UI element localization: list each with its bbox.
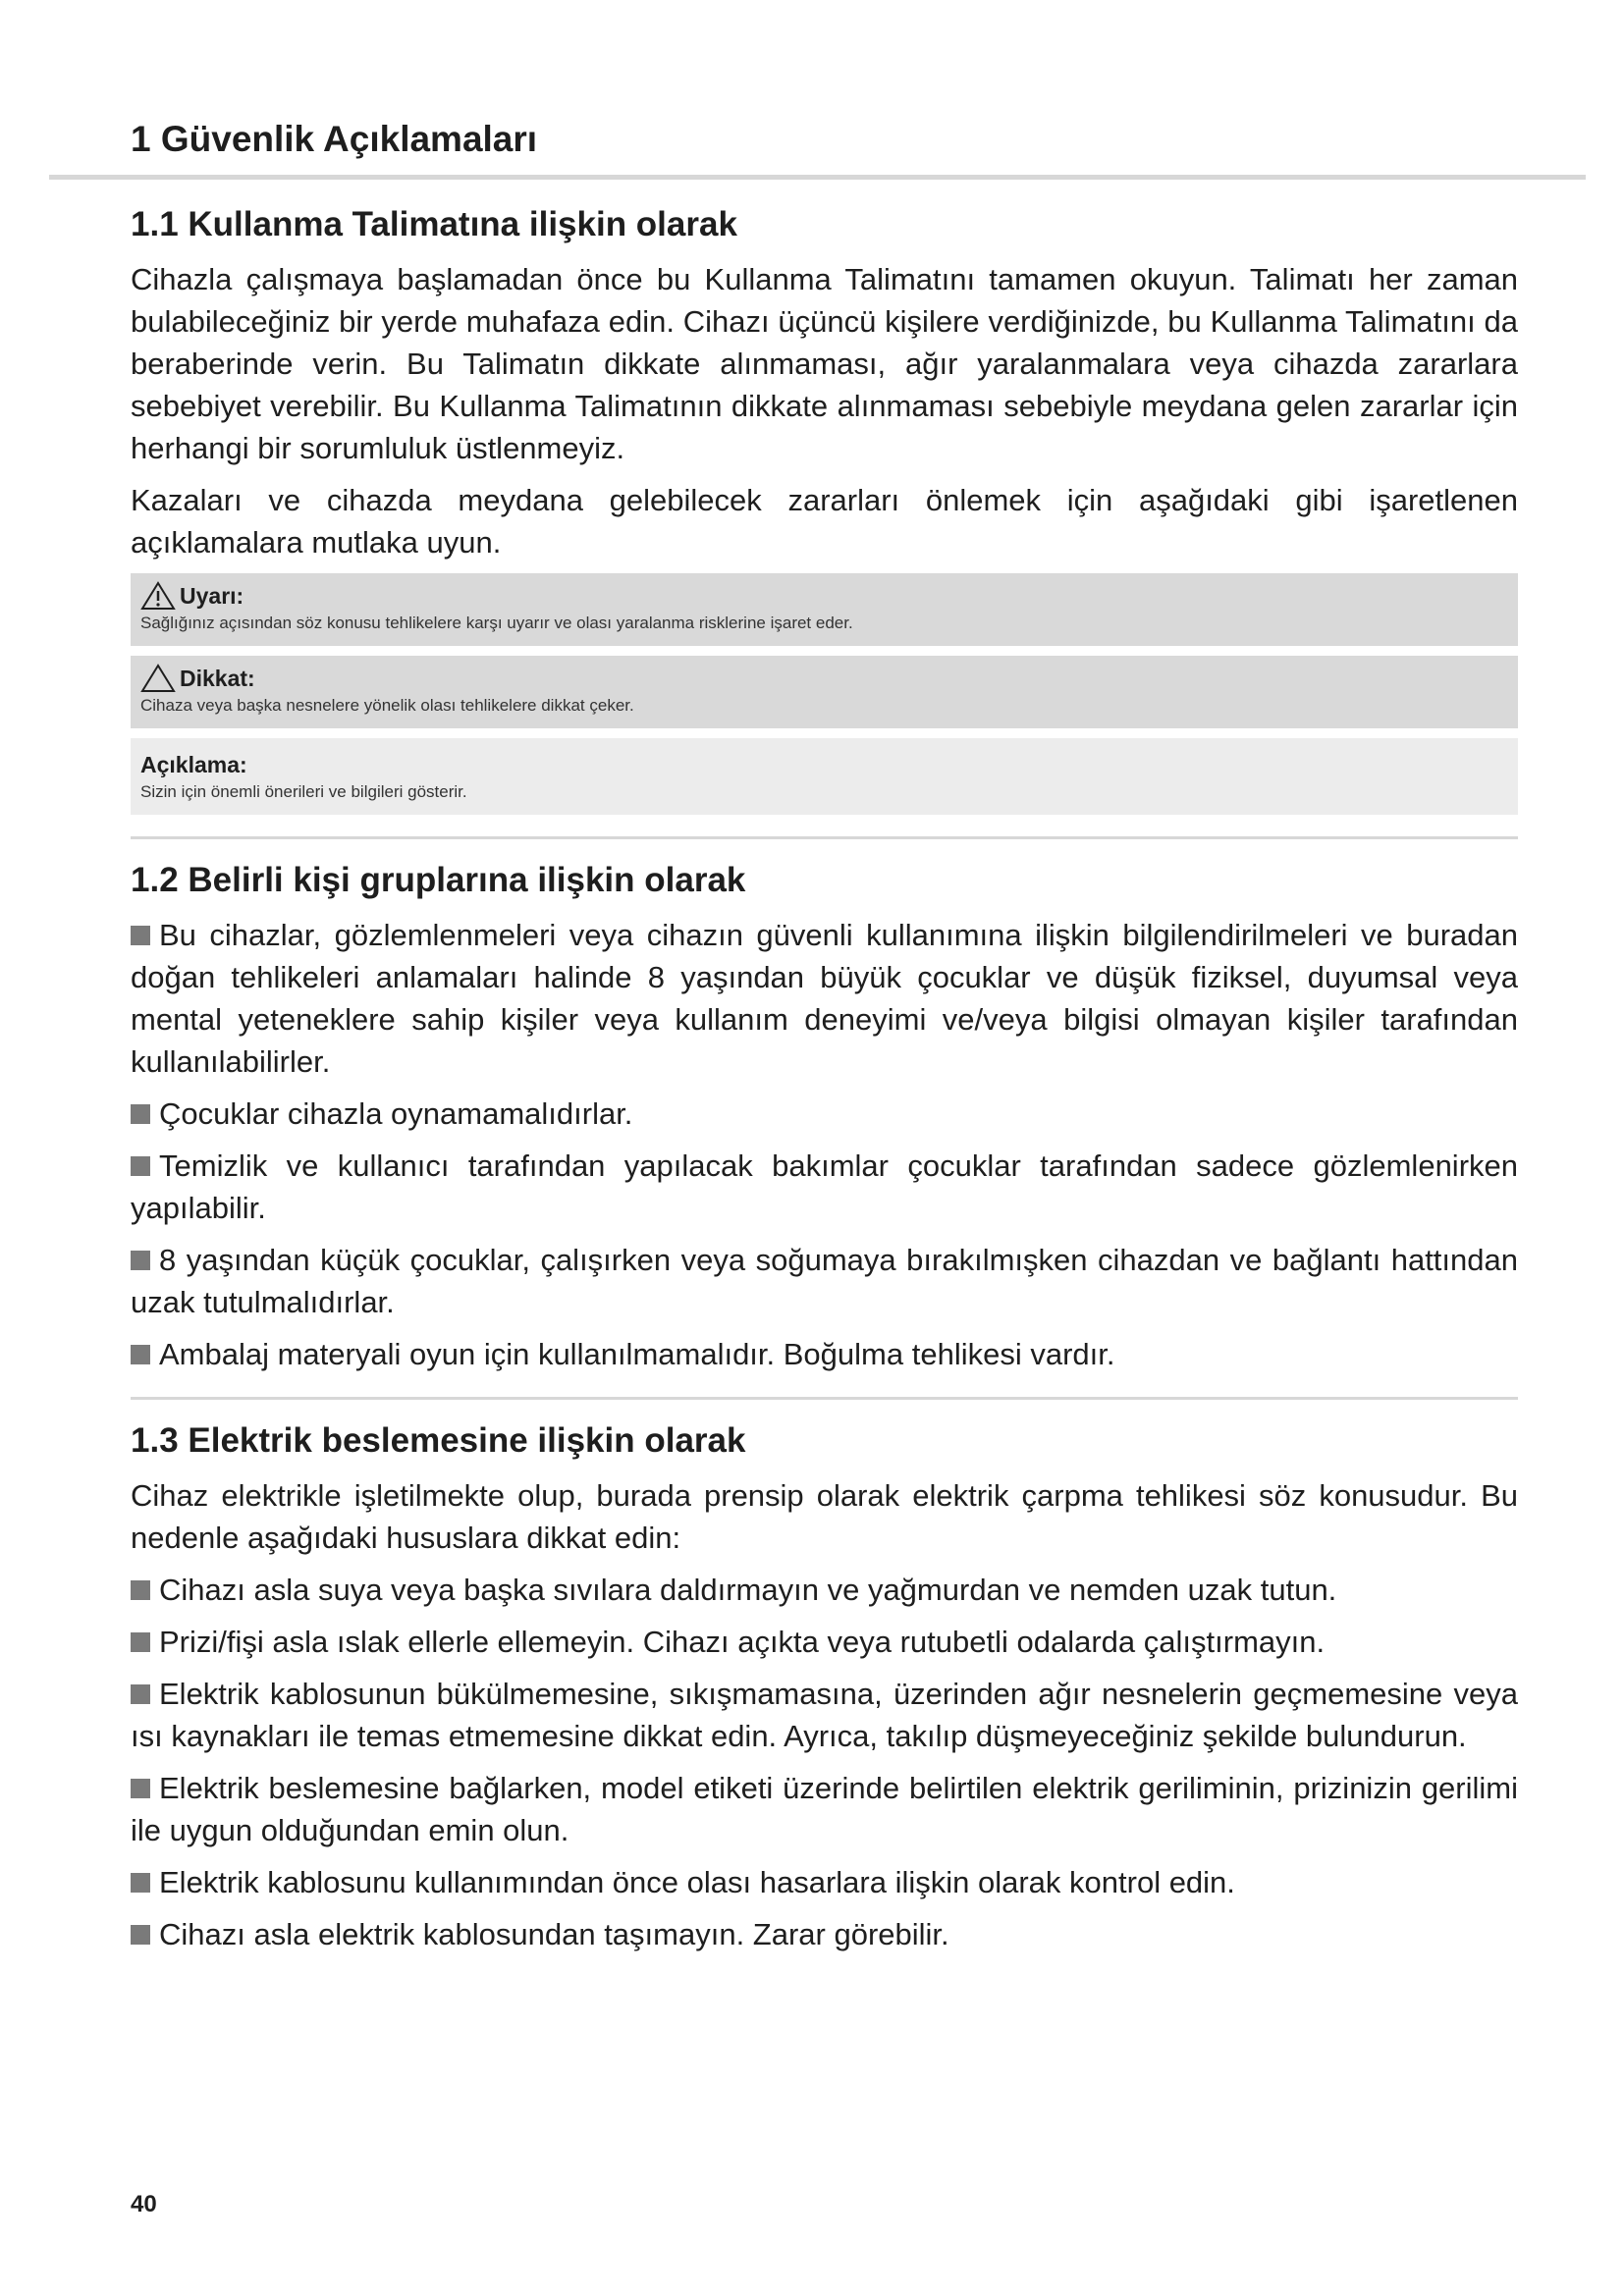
- page-content: [131, 201, 1518, 1965]
- list-item: Elektrik beslemesine bağlarken, model etiketi üzerinde belirtilen elektrik geriliminin, prizinizin gerilimi ile uygun olduğundan emin olun.: [131, 1771, 1518, 1847]
- caution-notice: [131, 656, 1518, 728]
- section-1-1: [131, 201, 1518, 815]
- paragraph: Cihaz elektrikle işletilmekte olup, burada prensip olarak elektrik çarpma tehlikesi söz konusudur. Bu nedenle aşağıdaki hususlara dikkat edin:: [131, 1478, 1518, 1555]
- section-divider: [131, 1397, 1518, 1400]
- warning-triangle-icon: [140, 581, 176, 611]
- section-title: 1.2 Belirli kişi gruplarına ilişkin olarak: [131, 861, 746, 899]
- paragraph: Kazaları ve cihazda meydana gelebilecek zararları önlemek için aşağıdaki gibi işaretlenen açıklamalara mutlaka uyun.: [131, 483, 1518, 560]
- list-item: Cihazı asla elektrik kablosundan taşımayın. Zarar görebilir.: [131, 1913, 1518, 1955]
- list-item: Çocuklar cihazla oynamamalıdırlar.: [131, 1093, 1518, 1135]
- bullet-square-icon: [131, 1925, 150, 1945]
- warning-notice: [131, 573, 1518, 646]
- section-title: 1.1 Kullanma Talimatına ilişkin olarak: [131, 205, 737, 243]
- bullet-square-icon: [131, 1684, 150, 1704]
- notice-title: Açıklama:: [140, 752, 247, 777]
- note-notice: [131, 738, 1518, 815]
- page-number: 40: [131, 2191, 157, 2217]
- caution-triangle-icon: [140, 664, 176, 693]
- bullet-square-icon: [131, 1873, 150, 1893]
- list-item: Bu cihazlar, gözlemlenmeleri veya cihazın güvenli kullanımına ilişkin bilgilendirilmeleri ve buradan doğan tehlikeleri anlamaları halinde 8 yaşından büyük çocuklar ve düşük fiziksel, duyumsal veya mental yeteneklere sahip kişiler veya kullanım deneyimi ve/veya bilgisi olmayan kişiler tarafından kullanılabilirler.: [131, 918, 1518, 1079]
- list-item: Cihazı asla suya veya başka sıvılara daldırmayın ve yağmurdan ve nemden uzak tutun.: [131, 1569, 1518, 1611]
- section-divider: [131, 836, 1518, 839]
- section-title: 1.3 Elektrik beslemesine ilişkin olarak: [131, 1421, 746, 1460]
- bullet-square-icon: [131, 1251, 150, 1270]
- bullet-square-icon: [131, 1104, 150, 1124]
- notice-text: Cihaza veya başka nesnelere yönelik olası tehlikelere dikkat çeker.: [140, 696, 634, 715]
- notice-title: Dikkat:: [180, 666, 255, 691]
- list-item: 8 yaşından küçük çocuklar, çalışırken veya soğumaya bırakılmışken cihazdan ve bağlantı hattından uzak tutulmalıdırlar.: [131, 1243, 1518, 1319]
- bullet-square-icon: [131, 1580, 150, 1600]
- list-item: Ambalaj materyali oyun için kullanılmamalıdır. Boğulma tehlikesi vardır.: [131, 1333, 1518, 1375]
- bullet-square-icon: [131, 1779, 150, 1798]
- paragraph: Cihazla çalışmaya başlamadan önce bu Kullanma Talimatını tamamen okuyun. Talimatı her zaman bulabileceğiniz bir yerde muhafaza edin. Cihazı üçüncü kişilere verdiğinizde, bu Kullanma Talimatını da beraberinde verin. Bu Talimatın dikkate alınmaması, ağır yaralanmalara veya cihazda zararlara sebebiyet verebilir. Bu Kullanma Talimatının dikkate alınmaması sebebiyle meydana gelen zararlar için herhangi bir sorumluluk üstlenmeyiz.: [131, 262, 1518, 465]
- page-title: 1 Güvenlik Açıklamaları: [131, 119, 538, 159]
- list-item: Elektrik kablosunu kullanımından önce olası hasarlara ilişkin olarak kontrol edin.: [131, 1861, 1518, 1903]
- notice-text: Sizin için önemli önerileri ve bilgileri gösterir.: [140, 782, 467, 801]
- section-1-2: [131, 857, 1518, 1375]
- section-1-3: [131, 1417, 1518, 1955]
- header-divider: [49, 175, 1586, 180]
- bullet-square-icon: [131, 926, 150, 945]
- bullet-square-icon: [131, 1345, 150, 1364]
- bullet-square-icon: [131, 1156, 150, 1176]
- notice-text: Sağlığınız açısından söz konusu tehlikelere karşı uyarır ve olası yaralanma risklerine işaret eder.: [140, 614, 853, 632]
- bullet-square-icon: [131, 1632, 150, 1652]
- list-item: Temizlik ve kullanıcı tarafından yapılacak bakımlar çocuklar tarafından sadece gözlemlenirken yapılabilir.: [131, 1148, 1518, 1225]
- notice-title: Uyarı:: [180, 583, 244, 609]
- list-item: Prizi/fişi asla ıslak ellerle ellemeyin. Cihazı açıkta veya rutubetli odalarda çalıştırmayın.: [131, 1621, 1518, 1663]
- list-item: Elektrik kablosunun bükülmemesine, sıkışmamasına, üzerinden ağır nesnelerin geçmemesine veya ısı kaynakları ile temas etmemesine dikkat edin. Ayrıca, takılıp düşmeyeceğiniz şekilde bulundurun.: [131, 1677, 1518, 1753]
